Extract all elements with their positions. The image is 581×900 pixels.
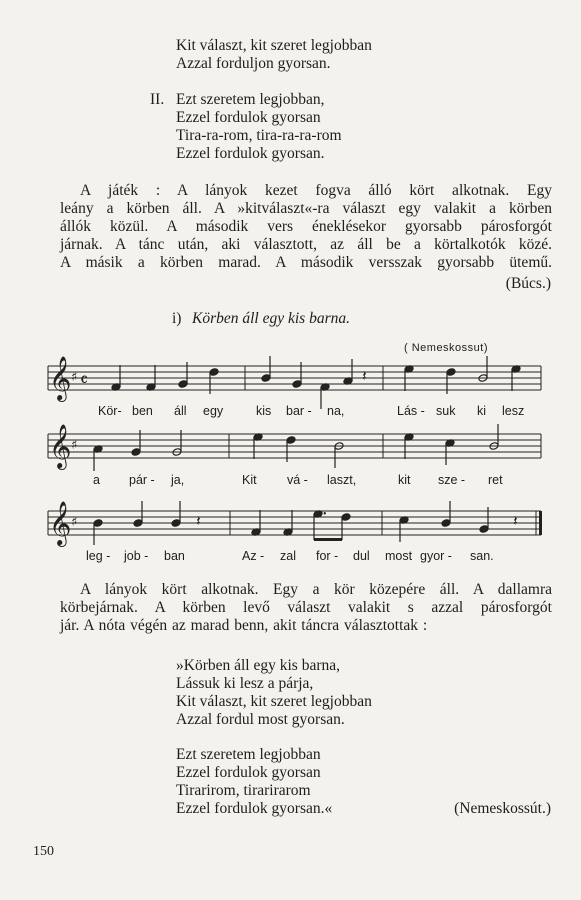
lyric-syllable: ja,: [171, 473, 185, 487]
verse-line: Kit választ, kit szeret legjobban: [176, 693, 372, 710]
svg-text:𝄽: 𝄽: [362, 367, 367, 385]
lyric-syllable: job -: [124, 549, 149, 563]
verse-number: II.: [150, 91, 165, 108]
svg-text:𝄽: 𝄽: [196, 512, 201, 530]
lyric-syllable: kis: [256, 404, 272, 418]
paragraph-line: állók közül. A második vers éneklésekor gyorsabb párosforgót: [60, 218, 552, 235]
lyric-syllable: áll: [174, 404, 187, 418]
svg-text:𝄴: 𝄴: [80, 370, 89, 391]
treble-clef-icon: 𝄞: [49, 424, 72, 468]
song-title: Körben áll egy kis barna.: [192, 310, 350, 327]
verse-line: »Körben áll egy kis barna,: [176, 657, 340, 674]
verse-line: Tira-ra-rom, tira-ra-ra-rom: [176, 127, 342, 144]
verse-line: Ezt szeretem legjobban: [176, 746, 321, 763]
lyric-syllable: sze -: [438, 473, 466, 487]
song-title-wrap: [192, 310, 350, 328]
music-staff-1: [0, 350, 581, 410]
lyric-syllable: gyor -: [420, 549, 452, 563]
song-source: ( Nemeskossut): [404, 342, 489, 354]
music-staff-3: [0, 495, 581, 555]
verse-line: Tirarirom, tirarirarom: [176, 782, 311, 799]
svg-text:♯: ♯: [71, 515, 78, 530]
source-citation: (Búcs.): [505, 275, 551, 292]
paragraph-line: jár. A nóta végén az marad benn, akit táncra választottak :: [60, 617, 428, 634]
lyric-syllable: lesz: [502, 404, 525, 418]
page-number: 150: [33, 844, 54, 859]
lyric-syllable: ban: [164, 549, 185, 563]
paragraph-line: járnak. A tánc után, aki választott, az áll be a körtalkotók közé.: [60, 236, 552, 253]
paragraph-line: körbejárnak. A körben levő választ valakit s azzal párosforgót: [60, 599, 552, 616]
paragraph-line: A lányok kört alkotnak. Egy a kör közepére áll. A dallamra: [80, 581, 552, 598]
lyric-syllable: a: [93, 473, 100, 487]
lyric-syllable: bar -: [286, 404, 312, 418]
lyric-syllable: dul: [353, 549, 370, 563]
lyric-syllable: zal: [280, 549, 296, 563]
lyric-syllable: Lás -: [397, 404, 425, 418]
lyric-syllable: ben: [132, 404, 153, 418]
lyric-syllable: kit: [398, 473, 411, 487]
lyric-syllable: Az -: [242, 549, 265, 563]
svg-text:𝄽: 𝄽: [513, 512, 518, 530]
verse-line: Ezzel fordulok gyorsan.«: [176, 800, 333, 817]
lyric-syllable: suk: [436, 404, 456, 418]
lyric-syllable: most: [385, 549, 413, 563]
treble-clef-icon: 𝄞: [49, 501, 72, 545]
paragraph-line: A játék : A lányok kezet fogva álló kört alkotnak. Egy: [80, 182, 552, 199]
lyric-syllable: na,: [327, 404, 345, 418]
svg-text:•: •: [323, 509, 327, 520]
paragraph-line: A másik a körben marad. A második versszak gyorsabb ütemű.: [60, 254, 552, 271]
verse-line: Ezzel fordulok gyorsan.: [176, 145, 325, 162]
lyric-syllable: san.: [470, 549, 494, 563]
svg-text:♯: ♯: [71, 438, 78, 453]
lyric-syllable: ret: [488, 473, 503, 487]
lyric-syllable: laszt,: [327, 473, 357, 487]
lyric-syllable: leg -: [86, 549, 111, 563]
lyric-syllable: ki: [477, 404, 487, 418]
treble-clef-icon: 𝄞: [49, 356, 72, 400]
verse-line: Ezt szeretem legjobban,: [176, 91, 325, 108]
lyric-syllable: for -: [316, 549, 339, 563]
verse-line: Azzal forduljon gyorsan.: [176, 55, 331, 72]
verse-line: Kit választ, kit szeret legjobban: [176, 37, 372, 54]
lyric-syllable: Kör-: [98, 404, 122, 418]
paragraph-line: leány a körben áll. A »kitválaszt«-ra választ egy valakit a körben: [60, 200, 552, 217]
music-staff-2: [0, 418, 581, 478]
lyric-syllable: egy: [203, 404, 224, 418]
verse-line: Azzal fordul most gyorsan.: [176, 711, 345, 728]
lyric-syllable: pár -: [129, 473, 155, 487]
lyric-syllable: vá -: [287, 473, 308, 487]
verse-line: Ezzel fordulok gyorsan: [176, 109, 321, 126]
lyric-syllable: Kit: [242, 473, 257, 487]
song-label: i): [172, 310, 182, 327]
svg-text:♯: ♯: [71, 370, 78, 385]
source-citation: (Nemeskossút.): [454, 800, 551, 817]
verse-line: Lássuk ki lesz a párja,: [176, 675, 314, 692]
verse-line: Ezzel fordulok gyorsan: [176, 764, 321, 781]
